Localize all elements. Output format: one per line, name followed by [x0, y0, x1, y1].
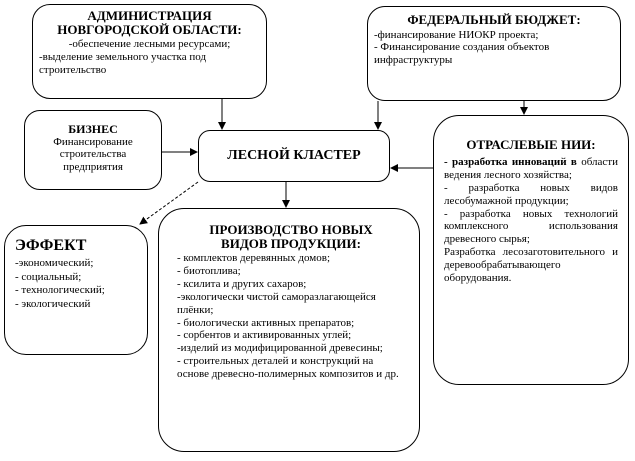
- business-description: Финансирование строительства предприятия: [53, 135, 133, 173]
- production-box: [158, 208, 420, 452]
- production-item: - сорбентов и активированных углей;: [177, 329, 352, 342]
- forest-cluster-title: ЛЕСНОЙ КЛАСТЕР: [227, 147, 361, 163]
- research-institutes-title: ОТРАСЛЕВЫЕ НИИ:: [466, 137, 596, 152]
- federal-budget-item: -финансирование НИОКР проекта;: [374, 28, 539, 41]
- effect-item: - технологический;: [15, 284, 105, 297]
- administration-box: [32, 4, 267, 99]
- administration-item: -выделение земельного участка под строительство: [39, 50, 207, 76]
- forest-cluster-box: [198, 130, 390, 182]
- production-item: - ксилита и других сахаров;: [177, 278, 307, 290]
- research-institutes-item: - разработка новых видов лесобумажной продукции;: [444, 181, 618, 207]
- production-item: - биологически активных препаратов;: [177, 316, 355, 329]
- research-institutes-item: - разработка новых технологий комплексного использования древесного сырья;: [444, 207, 618, 246]
- administration-item: -обеспечение лесными ресурсами;: [68, 38, 231, 51]
- business-title: БИЗНЕС: [68, 122, 118, 136]
- production-item: - строительных деталей и конструкций на основе древесно-полимерных композитов и др.: [177, 355, 399, 381]
- production-items: [177, 252, 405, 381]
- federal-budget-title: ФЕДЕРАЛЬНЫЙ БЮДЖЕТ:: [407, 12, 581, 27]
- production-title: ПРОИЗВОДСТВО НОВЫХ ВИДОВ ПРОДУКЦИИ:: [209, 222, 373, 251]
- effect-title: ЭФФЕКТ: [15, 237, 87, 254]
- production-item: - комплектов деревянных домов;: [177, 252, 330, 265]
- production-item: -экологически чистой саморазлагающейся плёнки;: [177, 290, 376, 316]
- effect-items: [15, 257, 137, 312]
- administration-title: АДМИНИСТРАЦИЯ НОВГОРОДСКОЙ ОБЛАСТИ:: [57, 8, 242, 37]
- effect-item: - экологический: [15, 298, 91, 311]
- federal-budget-items: [374, 29, 614, 67]
- research-institutes-box: [433, 115, 629, 385]
- research-institutes-item: Разработка лесозаготовительного и деревообрабатывающего оборудования.: [444, 246, 618, 285]
- administration-items: [39, 38, 260, 76]
- research-institutes-item: - разработка инноваций в области ведения лесного хозяйства;: [444, 155, 618, 181]
- effect-item: - социальный;: [15, 270, 82, 283]
- effect-item: -экономический;: [15, 256, 94, 269]
- business-box: [24, 110, 162, 190]
- research-institutes-items: [444, 156, 618, 286]
- federal-budget-box: [367, 6, 621, 101]
- effect-box: [4, 225, 148, 355]
- production-item: - биотоплива;: [177, 265, 241, 278]
- production-item: -изделий из модифицированной древесины;: [177, 342, 383, 355]
- federal-budget-item: - Финансирование создания объектов инфраструктуры: [374, 41, 550, 66]
